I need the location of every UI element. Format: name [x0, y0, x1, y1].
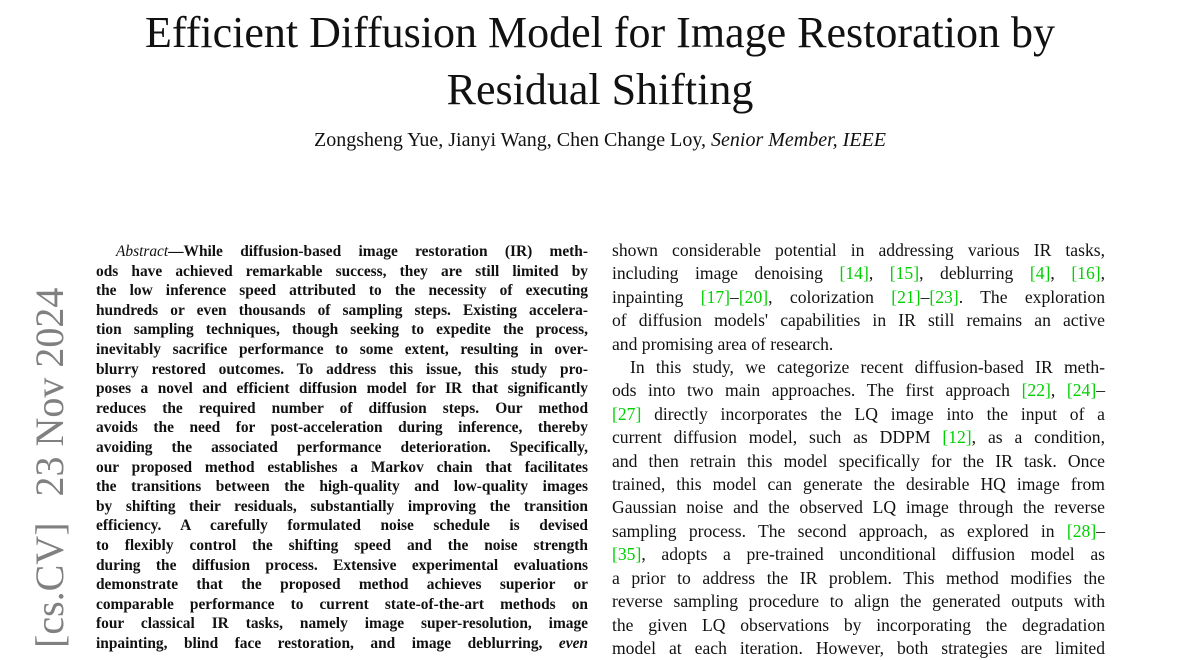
abstract-line: hundreds or even thousands of sampling steps. Existing accelera- [96, 301, 588, 319]
abstract-line: during the diffusion process. Extensive experimental evaluations [96, 556, 588, 574]
abstract-line: inevitably sacrifice performance to some extent, resulting in over- [96, 340, 588, 358]
body-line: model at each iteration. However, both strategies are limited [612, 637, 1105, 658]
abstract-line: inpainting, blind face restoration, and image deblurring, even [96, 634, 588, 652]
citation-link[interactable]: [22] [1021, 380, 1051, 401]
arxiv-category: [cs.CV] [27, 522, 72, 648]
abstract-label: Abstract [116, 243, 169, 260]
abstract-line: comparable performance to current state-of-the-art methods on [96, 595, 588, 613]
body-line: Gaussian noise and the observed LQ image through the reverse [612, 497, 1105, 518]
abstract-line: ods have achieved remarkable success, they are still limited by [96, 262, 588, 280]
abstract-line: efficiency. A carefully formulated noise schedule is devised [96, 517, 588, 535]
body-line: and then retrain this model specifically for the IR task. Once [612, 450, 1105, 471]
citation-link[interactable]: [24] [1066, 380, 1097, 401]
abstract-line: demonstrate that the proposed method achieves superior or [96, 576, 588, 594]
body-line: In this study, we categorize recent diffusion-based IR meth- [630, 357, 1105, 378]
citation-link[interactable]: [4] [1029, 263, 1051, 284]
body-line: reverse sampling procedure to align the generated outputs with [612, 591, 1105, 612]
author-list [100, 127, 1100, 153]
arxiv-date: 23 Nov 2024 [27, 287, 72, 497]
body-line: [27] directly incorporates the LQ image into the input of a [612, 403, 1105, 424]
citation-link[interactable]: [15] [889, 263, 920, 284]
abstract-line: tion sampling techniques, though seeking to expedite the process, [96, 321, 588, 339]
author-membership: Senior Member, IEEE [711, 129, 886, 151]
body-line: including image denoising [14], [15], deblurring [4], [16], [612, 263, 1106, 284]
abstract-line: poses a novel and efficient diffusion model for IR that significantly [96, 380, 588, 398]
citation-link[interactable]: [16] [1071, 263, 1101, 284]
abstract-line: to flexibly control the shifting speed and the noise strength [96, 536, 588, 554]
abstract-line: avoids the need for post-acceleration during inference, thereby [96, 419, 588, 437]
citation-link[interactable]: [23] [929, 286, 959, 307]
abstract-line: the low inference speed attributed to the necessity of executing [96, 282, 588, 300]
citation-link[interactable]: [28] [1066, 520, 1097, 541]
body-line: shown considerable potential in addressing various IR tasks, [612, 240, 1105, 260]
body-line: and promising area of research. [612, 333, 834, 354]
citation-link[interactable]: [21] [891, 286, 921, 307]
body-right-column [612, 239, 1105, 660]
citation-link[interactable]: [27] [612, 403, 642, 424]
abstract-trailing-italic: even [558, 634, 588, 652]
abstract-line: our proposed method establishes a Markov chain that facilitates [96, 458, 588, 476]
paper-title-line-2: Residual Shifting [446, 65, 754, 114]
abstract [96, 242, 588, 653]
abstract-line: avoiding the associated performance deterioration. Specifically, [96, 438, 588, 456]
citation-link[interactable]: [35] [612, 544, 642, 565]
body-line: ods into two main approaches. The first approach [22], [24]– [612, 380, 1105, 401]
body-line: [35], adopts a pre-trained unconditional diffusion model as [612, 544, 1105, 565]
paper-title [60, 4, 1140, 118]
abstract-line: Abstract—While diffusion-based image restoration (IR) meth- [116, 243, 588, 260]
citation-link[interactable]: [12] [942, 427, 972, 448]
citation-link[interactable]: [14] [839, 263, 869, 284]
abstract-line: blurry restored outcomes. To address this issue, this study pro- [96, 360, 588, 378]
paper-title-line-1: Efficient Diffusion Model for Image Restoration by [145, 8, 1055, 57]
abstract-line: four classical IR tasks, namely image super-resolution, image [96, 615, 588, 633]
body-line: sampling process. The second approach, as explored in [28]– [612, 520, 1105, 541]
body-line: of diffusion models' capabilities in IR still remains an active [612, 310, 1105, 331]
body-line: the given LQ observations by incorporating the degradation [612, 614, 1105, 635]
abstract-line: by shifting their residuals, substantially improving the transition [96, 497, 588, 515]
citation-link[interactable]: [17] [700, 286, 731, 307]
citation-link[interactable]: [20] [738, 286, 769, 307]
body-line: a prior to address the IR problem. This method modifies the [612, 567, 1105, 588]
abstract-line: reduces the required number of diffusion steps. Our method [96, 399, 588, 417]
body-line: current diffusion model, such as DDPM [12], as a condition, [612, 427, 1105, 448]
body-line: trained, this model can generate the desirable HQ image from [612, 474, 1105, 495]
body-line: inpainting [17]–[20], colorization [21]–[23]. The exploration [612, 286, 1105, 307]
abstract-line: the transitions between the high-quality and low-quality images [96, 478, 588, 496]
author-names: Zongsheng Yue, Jianyi Wang, Chen Change Loy, [314, 129, 707, 151]
arxiv-side-stamp [27, 287, 72, 648]
